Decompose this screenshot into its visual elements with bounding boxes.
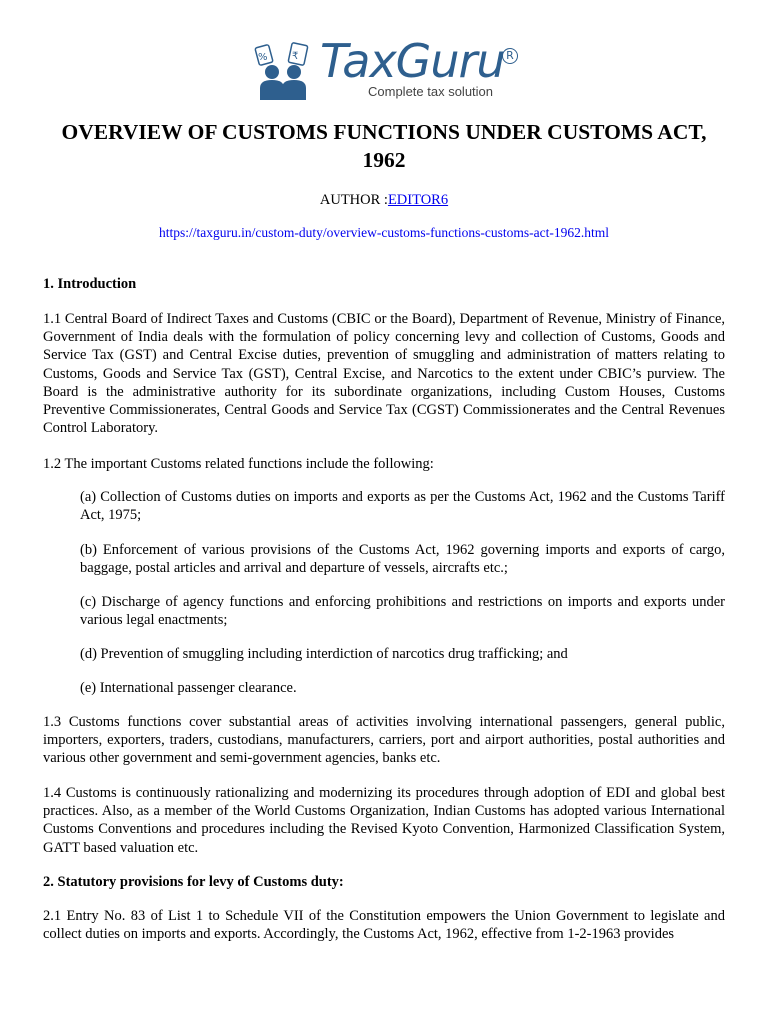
- author-label: AUTHOR :: [319, 192, 388, 208]
- source-url-line: [0, 225, 768, 241]
- taxguru-logo-mark-icon: [254, 42, 316, 100]
- paragraph-1-2: 1.2 The important Customs related functions include the following:: [43, 456, 434, 472]
- paragraph-1-3: 1.3 Customs functions cover substantial areas of activities involving international passengers, general public, importers, exporters, traders, custodians, manufacturers, carriers, port and airport authorities, postal authorities and various other government and semi-government agencies, banks etc.: [43, 714, 725, 767]
- list-item-c: (c) Discharge of agency functions and enforcing prohibitions and restrictions on imports and exports under various legal enactments;: [80, 594, 725, 629]
- document-title: OVERVIEW OF CUSTOMS FUNCTIONS UNDER CUSTOMS ACT, 1962: [61, 120, 707, 172]
- logo-tagline: Complete tax solution: [368, 84, 494, 99]
- section-1-heading: 1. Introduction: [43, 276, 137, 292]
- list-item-e: (e) International passenger clearance.: [80, 680, 297, 696]
- list-item-b: (b) Enforcement of various provisions of the Customs Act, 1962 governing imports and exports of cargo, baggage, postal articles and arrival and departure of vessels, aircrafts etc.;: [80, 542, 725, 577]
- section-2-heading: 2. Statutory provisions for levy of Customs duty:: [43, 874, 344, 890]
- source-url-link[interactable]: https://taxguru.in/custom-duty/overview-customs-functions-customs-act-1962.html: [159, 225, 609, 240]
- logo-brand-name: TaxGuru: [320, 34, 505, 88]
- list-item-d: (d) Prevention of smuggling including interdiction of narcotics drug trafficking; and: [80, 646, 568, 662]
- list-item-a: (a) Collection of Customs duties on imports and exports as per the Customs Act, 1962 and the Customs Tariff Act, 1975;: [80, 489, 725, 524]
- percent-symbol: %: [258, 52, 268, 63]
- paragraph-2-1: 2.1 Entry No. 83 of List 1 to Schedule VII of the Constitution empowers the Union Government to legislate and collect duties on imports and exports. Accordingly, the Customs Act, 1962, effective from 1-2-1963 provides: [43, 908, 725, 943]
- paragraph-1-4: 1.4 Customs is continuously rationalizing and modernizing its procedures through adoption of EDI and global best practices. Also, as a member of the World Customs Organization, Indian Customs has adopted various International Customs Conventions and procedures including the Revised Kyoto Convention, Harmonized Classification System, GATT based valuation etc.: [43, 785, 725, 856]
- paragraph-1-1: 1.1 Central Board of Indirect Taxes and Customs (CBIC or the Board), Department of Revenue, Ministry of Finance, Government of India deals with the formulation of policy concerning levy and collection of Customs, Goods and Service Tax (GST) and Central Excise duties, prevention of smuggling and administration of matters relating to Customs, Goods and Service Tax (GST), Central Excise, and Narcotics to the extent under CBIC’s purview. The Board is the administrative authority for its subordinate organizations, including Custom Houses, Customs Preventive Commissionerates, Central Goods and Service Tax (CGST) Commissionerates and the Central Revenues Control Laboratory.: [43, 311, 725, 437]
- rupee-symbol: ₹: [292, 51, 299, 62]
- taxguru-logo[interactable]: [254, 34, 516, 104]
- author-line: [0, 192, 768, 209]
- registered-mark: R: [502, 48, 518, 64]
- author-link[interactable]: EDITOR6: [387, 192, 449, 208]
